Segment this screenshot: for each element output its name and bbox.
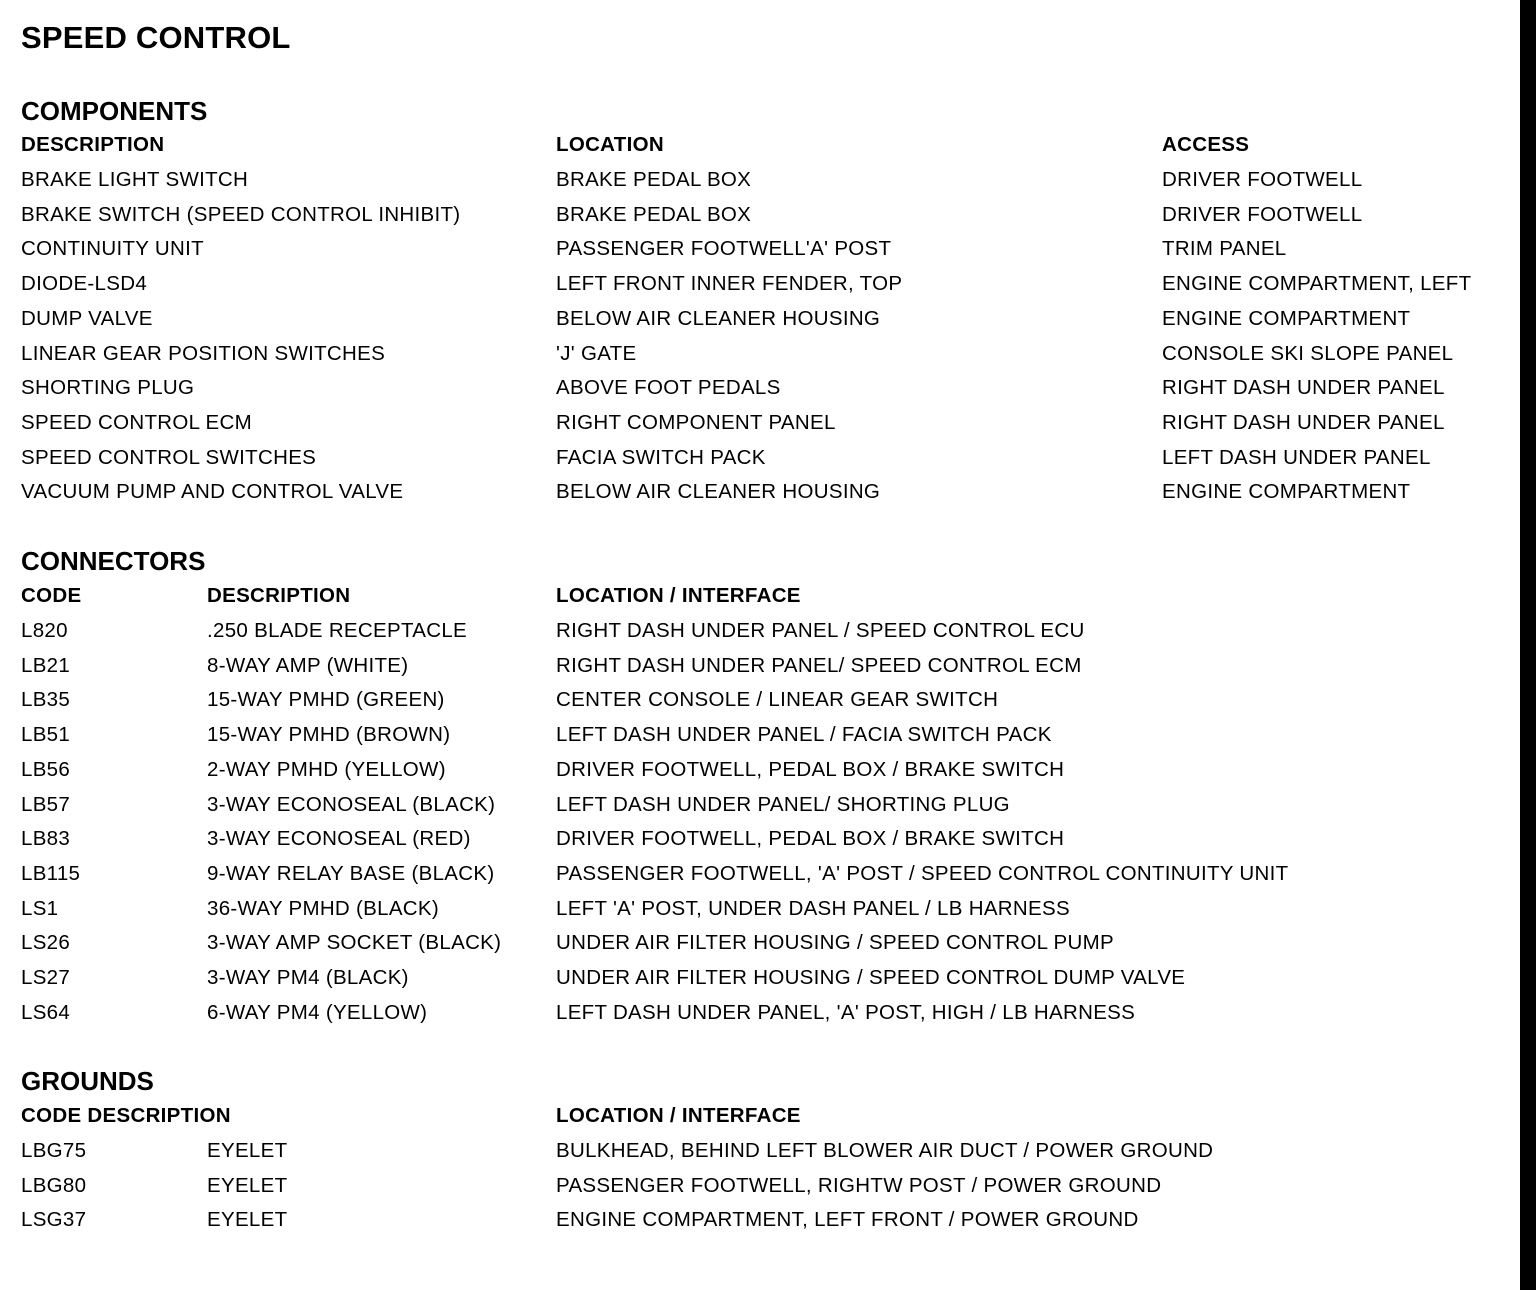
connectors-header-row <box>21 584 1511 619</box>
table-row <box>21 411 1511 446</box>
component-access: ENGINE COMPARTMENT <box>1162 480 1411 504</box>
connector-location: RIGHT DASH UNDER PANEL/ SPEED CONTROL ECM <box>556 653 1082 677</box>
table-row <box>21 272 1511 307</box>
connector-code: LS1 <box>21 896 59 920</box>
connector-description: 2-WAY PMHD (YELLOW) <box>207 757 446 781</box>
connector-description: 15-WAY PMHD (BROWN) <box>207 723 451 747</box>
component-location: ABOVE FOOT PEDALS <box>556 376 781 400</box>
right-edge-bar <box>1520 0 1536 1290</box>
connector-description: 3-WAY PM4 (BLACK) <box>207 966 409 989</box>
table-row <box>21 827 1511 862</box>
table-row <box>21 758 1511 793</box>
table-row <box>21 480 1511 515</box>
table-row <box>21 1139 1511 1174</box>
table-row <box>21 619 1511 654</box>
connector-description: 6-WAY PM4 (YELLOW) <box>207 1000 428 1024</box>
grounds-header-row <box>21 1104 1511 1139</box>
grounds-heading: GROUNDS <box>21 1066 154 1096</box>
connector-location: DRIVER FOOTWELL, PEDAL BOX / BRAKE SWITCH <box>556 757 1065 781</box>
connector-location: DRIVER FOOTWELL, PEDAL BOX / BRAKE SWITCH <box>556 827 1065 851</box>
connector-code: LB21 <box>21 653 71 677</box>
connector-code: LB35 <box>21 688 71 712</box>
component-location: BRAKE PEDAL BOX <box>556 202 752 226</box>
ground-code: LBG75 <box>21 1139 87 1162</box>
component-access: ENGINE COMPARTMENT, LEFT <box>1162 272 1472 296</box>
component-access: DRIVER FOOTWELL <box>1162 168 1363 191</box>
connector-location: CENTER CONSOLE / LINEAR GEAR SWITCH <box>556 688 999 712</box>
table-row <box>21 1001 1511 1036</box>
table-row <box>21 168 1511 203</box>
connectors-header-location: LOCATION / INTERFACE <box>556 584 801 607</box>
components-heading: COMPONENTS <box>21 96 208 126</box>
connector-description: 36-WAY PMHD (BLACK) <box>207 896 440 920</box>
table-row <box>21 654 1511 689</box>
ground-description: EYELET <box>207 1173 288 1197</box>
connector-code: LB115 <box>21 861 81 885</box>
table-row <box>21 376 1511 411</box>
component-description: CONTINUITY UNIT <box>21 237 204 261</box>
component-access: RIGHT DASH UNDER PANEL <box>1162 376 1445 400</box>
connector-code: LB51 <box>21 723 71 747</box>
connector-location: UNDER AIR FILTER HOUSING / SPEED CONTROL DUMP VALVE <box>556 966 1186 989</box>
connector-location: RIGHT DASH UNDER PANEL / SPEED CONTROL ECU <box>556 619 1085 642</box>
connector-description: 15-WAY PMHD (GREEN) <box>207 688 445 712</box>
table-row <box>21 931 1511 966</box>
component-description: DIODE-LSD4 <box>21 272 148 296</box>
table-row <box>21 203 1511 238</box>
component-location: RIGHT COMPONENT PANEL <box>556 410 836 434</box>
table-row <box>21 966 1511 1001</box>
ground-location: ENGINE COMPARTMENT, LEFT FRONT / POWER GROUND <box>556 1208 1139 1232</box>
table-row <box>21 688 1511 723</box>
table-row <box>21 793 1511 828</box>
connector-location: UNDER AIR FILTER HOUSING / SPEED CONTROL PUMP <box>556 931 1114 955</box>
component-access: CONSOLE SKI SLOPE PANEL <box>1162 341 1454 365</box>
components-header-location: LOCATION <box>556 133 664 156</box>
component-access: RIGHT DASH UNDER PANEL <box>1162 410 1445 434</box>
component-description: LINEAR GEAR POSITION SWITCHES <box>21 341 386 365</box>
component-location: BELOW AIR CLEANER HOUSING <box>556 306 881 330</box>
table-row <box>21 307 1511 342</box>
table-row <box>21 862 1511 897</box>
table-row <box>21 723 1511 758</box>
ground-description: EYELET <box>207 1139 288 1162</box>
connector-code: LB56 <box>21 757 71 781</box>
component-location: BRAKE PEDAL BOX <box>556 168 752 191</box>
connector-location: LEFT 'A' POST, UNDER DASH PANEL / LB HARNESS <box>556 896 1070 920</box>
connector-code: LS64 <box>21 1000 71 1024</box>
ground-code: LBG80 <box>21 1173 87 1197</box>
component-access: DRIVER FOOTWELL <box>1162 202 1363 226</box>
component-description: SPEED CONTROL SWITCHES <box>21 445 317 469</box>
components-header-description: DESCRIPTION <box>21 133 165 156</box>
component-access: TRIM PANEL <box>1162 237 1287 261</box>
connector-code: LS26 <box>21 931 71 955</box>
table-row <box>21 342 1511 377</box>
component-access: LEFT DASH UNDER PANEL <box>1162 445 1431 469</box>
connector-location: LEFT DASH UNDER PANEL / FACIA SWITCH PACK <box>556 723 1052 747</box>
component-location: LEFT FRONT INNER FENDER, TOP <box>556 272 903 296</box>
table-row <box>21 897 1511 932</box>
connector-description: .250 BLADE RECEPTACLE <box>207 619 467 642</box>
connectors-header-code: CODE <box>21 584 82 607</box>
connectors-heading: CONNECTORS <box>21 546 206 576</box>
component-location: 'J' GATE <box>556 341 637 365</box>
component-description: SPEED CONTROL ECM <box>21 410 253 434</box>
connector-description: 9-WAY RELAY BASE (BLACK) <box>207 861 495 885</box>
component-description: BRAKE LIGHT SWITCH <box>21 168 249 191</box>
connectors-header-description: DESCRIPTION <box>207 584 351 607</box>
component-location: FACIA SWITCH PACK <box>556 445 766 469</box>
connector-code: LB83 <box>21 827 71 851</box>
ground-code: LSG37 <box>21 1208 87 1232</box>
ground-location: BULKHEAD, BEHIND LEFT BLOWER AIR DUCT / POWER GROUND <box>556 1139 1214 1162</box>
connector-location: LEFT DASH UNDER PANEL/ SHORTING PLUG <box>556 792 1010 816</box>
table-row <box>21 446 1511 481</box>
table-row <box>21 1208 1511 1243</box>
table-row <box>21 237 1511 272</box>
grounds-header-code-description: CODE DESCRIPTION <box>21 1104 231 1127</box>
connector-description: 3-WAY ECONOSEAL (BLACK) <box>207 792 496 816</box>
connector-code: LS27 <box>21 966 71 989</box>
connector-location: PASSENGER FOOTWELL, 'A' POST / SPEED CONTROL CONTINUITY UNIT <box>556 861 1289 885</box>
connector-location: LEFT DASH UNDER PANEL, 'A' POST, HIGH / LB HARNESS <box>556 1000 1136 1024</box>
connector-code: LB57 <box>21 792 71 816</box>
component-description: SHORTING PLUG <box>21 376 195 400</box>
components-header-row <box>21 133 1511 168</box>
component-description: BRAKE SWITCH (SPEED CONTROL INHIBIT) <box>21 202 461 226</box>
ground-location: PASSENGER FOOTWELL, RIGHTW POST / POWER GROUND <box>556 1173 1162 1197</box>
connector-description: 3-WAY ECONOSEAL (RED) <box>207 827 471 851</box>
component-description: DUMP VALVE <box>21 306 153 330</box>
ground-description: EYELET <box>207 1208 288 1232</box>
components-header-access: ACCESS <box>1162 133 1250 156</box>
page-title: SPEED CONTROL <box>21 20 291 55</box>
component-access: ENGINE COMPARTMENT <box>1162 306 1411 330</box>
table-row <box>21 1174 1511 1209</box>
grounds-header-location: LOCATION / INTERFACE <box>556 1104 801 1127</box>
connector-description: 8-WAY AMP (WHITE) <box>207 653 409 677</box>
connector-description: 3-WAY AMP SOCKET (BLACK) <box>207 931 502 955</box>
component-location: BELOW AIR CLEANER HOUSING <box>556 480 881 504</box>
component-description: VACUUM PUMP AND CONTROL VALVE <box>21 480 404 504</box>
component-location: PASSENGER FOOTWELL'A' POST <box>556 237 892 261</box>
connector-code: L820 <box>21 619 68 642</box>
